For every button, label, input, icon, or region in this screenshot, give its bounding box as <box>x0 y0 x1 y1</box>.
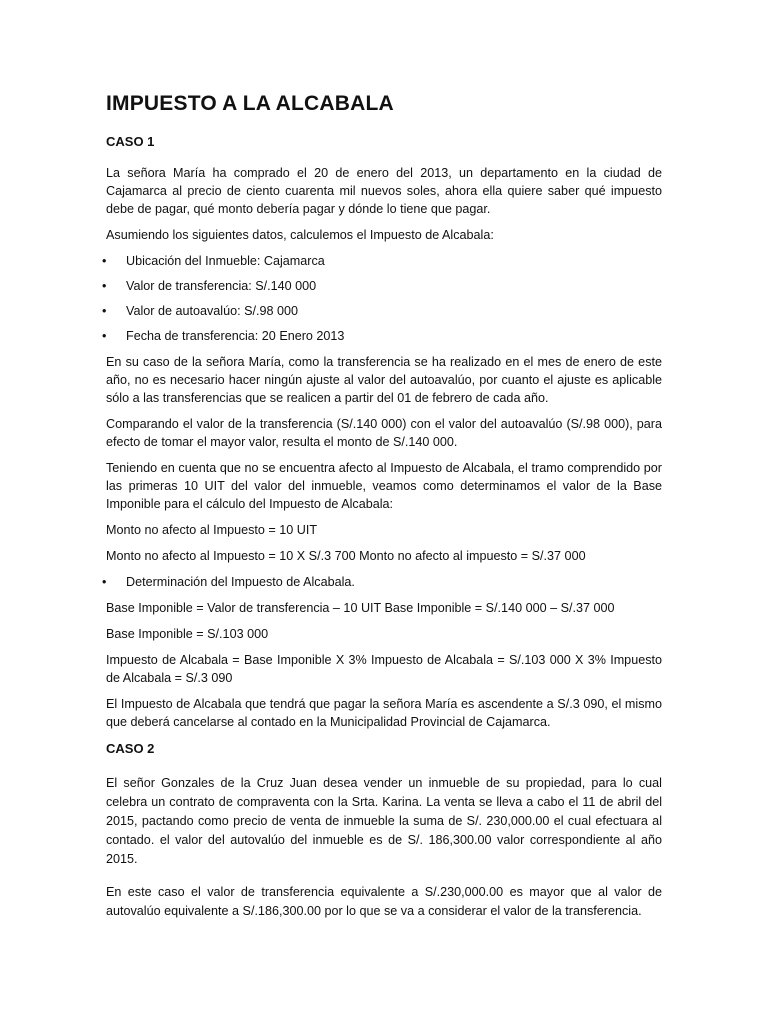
case-1-paragraph: Base Imponible = Valor de transferencia – 10 UIT Base Imponible = S/.140 000 – S/.37 000 <box>106 601 615 615</box>
case-1-paragraph: Impuesto de Alcabala = Base Imponible X 3% Impuesto de Alcabala = S/.103 000 X 3% Impuesto de Alcabala = S/.3 090 <box>106 653 662 685</box>
list-item <box>102 327 662 345</box>
case-1-intro: La señora María ha comprado el 20 de enero del 2013, un departamento en la ciudad de Cajamarca al precio de ciento cuarenta mil nuevos soles, ahora ella quiere saber qué impuesto debe de pagar, qué monto debería pagar y dónde lo tiene que pagar. <box>106 166 662 216</box>
list-item-text: Fecha de transferencia: 20 Enero 2013 <box>126 329 345 343</box>
list-item-text: Valor de transferencia: S/.140 000 <box>126 279 317 293</box>
case-2-section <box>106 774 662 921</box>
list-item <box>102 573 662 591</box>
case-1-paragraph: Base Imponible = S/.103 000 <box>106 627 269 641</box>
document-page <box>102 92 662 932</box>
case-1-paragraph: Monto no afecto al Impuesto = 10 UIT <box>106 523 318 537</box>
case-1-data-list <box>102 252 662 345</box>
bullet-icon: • <box>102 279 107 293</box>
list-item-text: Ubicación del Inmueble: Cajamarca <box>126 254 325 268</box>
case-1-assume: Asumiendo los siguientes datos, calculemos el Impuesto de Alcabala: <box>106 228 494 242</box>
bullet-icon: • <box>102 575 107 589</box>
case-2-heading: CASO 2 <box>106 741 155 756</box>
case-2-paragraph: En este caso el valor de transferencia equivalente a S/.230,000.00 es mayor que al valor de autovalúo equivalente a S/.186,300.00 por lo que se va a considerar el valor de la transferencia. <box>106 885 662 918</box>
list-item <box>102 252 662 270</box>
case-1-determination-list <box>102 573 662 591</box>
case-1-paragraph: Comparando el valor de la transferencia (S/.140 000) con el valor del autoavalúo (S/.98 000), para efecto de tomar el mayor valor, resulta el monto de S/.140 000. <box>106 417 662 449</box>
list-item-text: Valor de autoavalúo: S/.98 000 <box>126 304 299 318</box>
bullet-icon: • <box>102 254 107 268</box>
case-1-heading: CASO 1 <box>106 134 155 149</box>
case-1-paragraph: En su caso de la señora María, como la transferencia se ha realizado en el mes de enero de este año, no es necesario hacer ningún ajuste al valor del autoavalúo, por cuanto el ajuste es aplicable sólo a las transferencias que se realicen a partir del 01 de febrero de cada año. <box>106 355 662 405</box>
case-1-paragraph: Monto no afecto al Impuesto = 10 X S/.3 700 Monto no afecto al impuesto = S/.37 000 <box>106 549 586 563</box>
document-title: IMPUESTO A LA ALCABALA <box>106 92 394 115</box>
case-1-paragraph: El Impuesto de Alcabala que tendrá que pagar la señora María es ascendente a S/.3 090, el mismo que deberá cancelarse al contado en la Municipalidad Provincial de Cajamarca. <box>106 697 662 729</box>
bullet-icon: • <box>102 329 107 343</box>
case-2-paragraph: El señor Gonzales de la Cruz Juan desea vender un inmueble de su propiedad, para lo cual celebra un contrato de compraventa con la Srta. Karina. La venta se lleva a cabo el 11 de abril del 2015, pactando como precio de venta de inmueble la suma de S/. 230,000.00 el cual efectuara al contado. el valor del autovalúo del inmueble es de S/. 186,300.00 valor correspondiente al año 2015. <box>106 776 662 866</box>
bullet-icon: • <box>102 304 107 318</box>
case-1-paragraph: Teniendo en cuenta que no se encuentra afecto al Impuesto de Alcabala, el tramo comprendido por las primeras 10 UIT del valor del inmueble, veamos como determinamos el valor de la Base Imponible para el cálculo del Impuesto de Alcabala: <box>106 461 662 511</box>
list-item <box>102 277 662 295</box>
list-item-text: Determinación del Impuesto de Alcabala. <box>126 575 355 589</box>
list-item <box>102 302 662 320</box>
